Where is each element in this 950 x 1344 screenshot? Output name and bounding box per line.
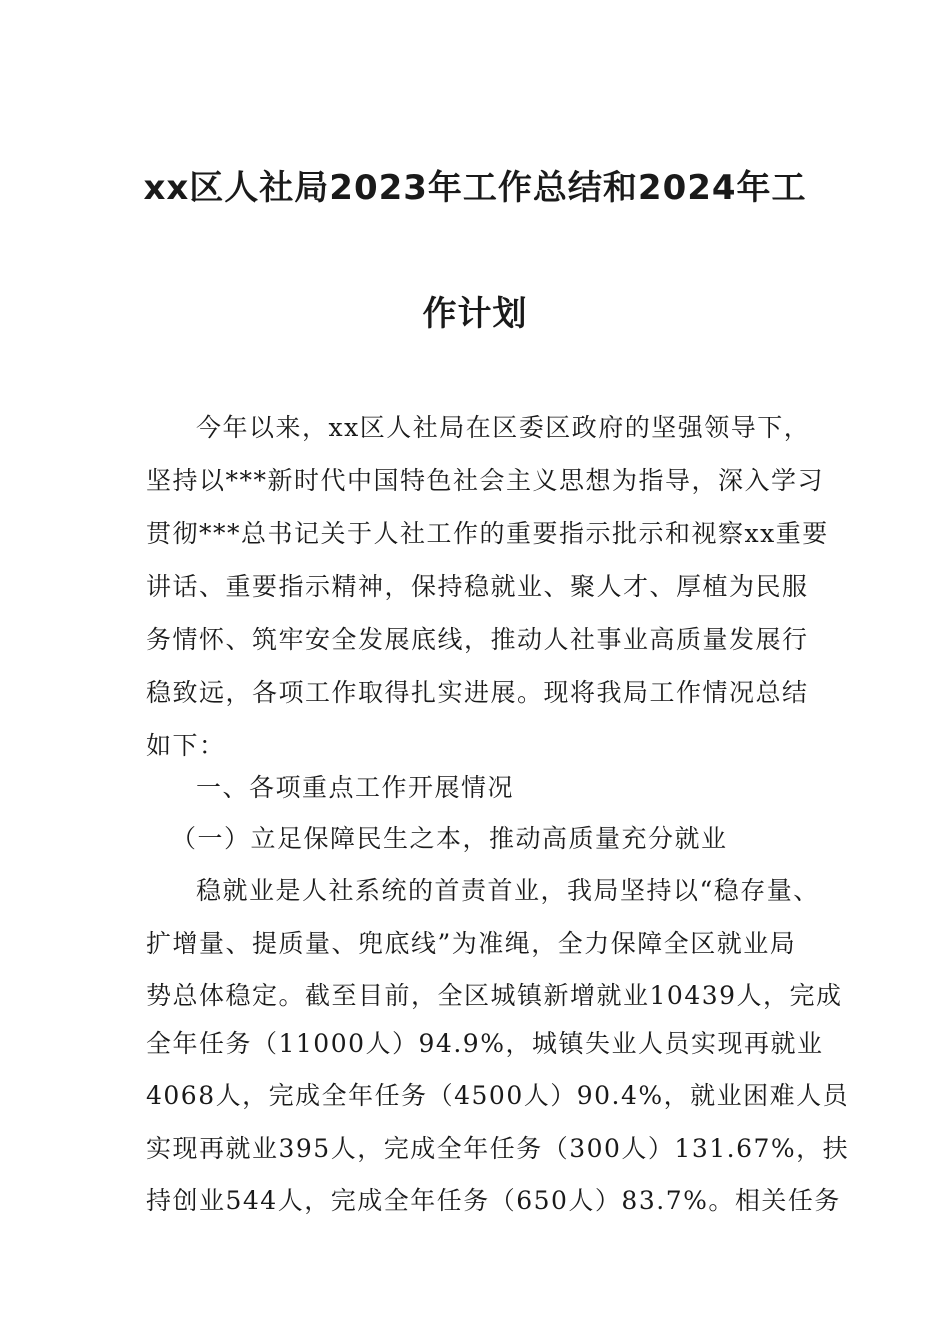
- document-title-line-1: xx区人社局2023年工作总结和2024年工: [143, 168, 807, 208]
- paragraph-line: 稳就业是人社系统的首责首业，我局坚持以“稳存量、: [196, 876, 820, 905]
- paragraph-line: 全年任务（11000人）94.9%，城镇失业人员实现再就业: [146, 1029, 824, 1058]
- paragraph-line: 如下：: [146, 731, 226, 760]
- paragraph-line: 稳致远，各项工作取得扎实进展。现将我局工作情况总结: [146, 678, 809, 707]
- paragraph-line: 4068人，完成全年任务（4500人）90.4%，就业困难人员: [146, 1081, 850, 1110]
- paragraph-line: 扩增量、提质量、兜底线”为准绳，全力保障全区就业局: [146, 929, 797, 958]
- paragraph-line: 势总体稳定。截至目前，全区城镇新增就业10439人，完成: [146, 981, 843, 1010]
- section-heading: 一、各项重点工作开展情况: [196, 773, 515, 802]
- paragraph-line: 讲话、重要指示精神，保持稳就业、聚人才、厚植为民服: [146, 572, 809, 601]
- subsection-heading: （一）立足保障民生之本，推动高质量充分就业: [171, 824, 728, 853]
- paragraph-line: 持创业544人，完成全年任务（650人）83.7%。相关任务: [146, 1186, 841, 1215]
- paragraph-line: 实现再就业395人，完成全年任务（300人）131.67%，扶: [146, 1134, 850, 1163]
- paragraph-line: 务情怀、筑牢安全发展底线，推动人社事业高质量发展行: [146, 625, 809, 654]
- paragraph-line: 今年以来，xx区人社局在区委区政府的坚强领导下，: [196, 413, 811, 442]
- paragraph-line: 贯彻***总书记关于人社工作的重要指示批示和视察xx重要: [146, 519, 829, 548]
- document-title-line-2: 作计划: [422, 294, 528, 334]
- paragraph-line: 坚持以***新时代中国特色社会主义思想为指导，深入学习: [146, 466, 825, 495]
